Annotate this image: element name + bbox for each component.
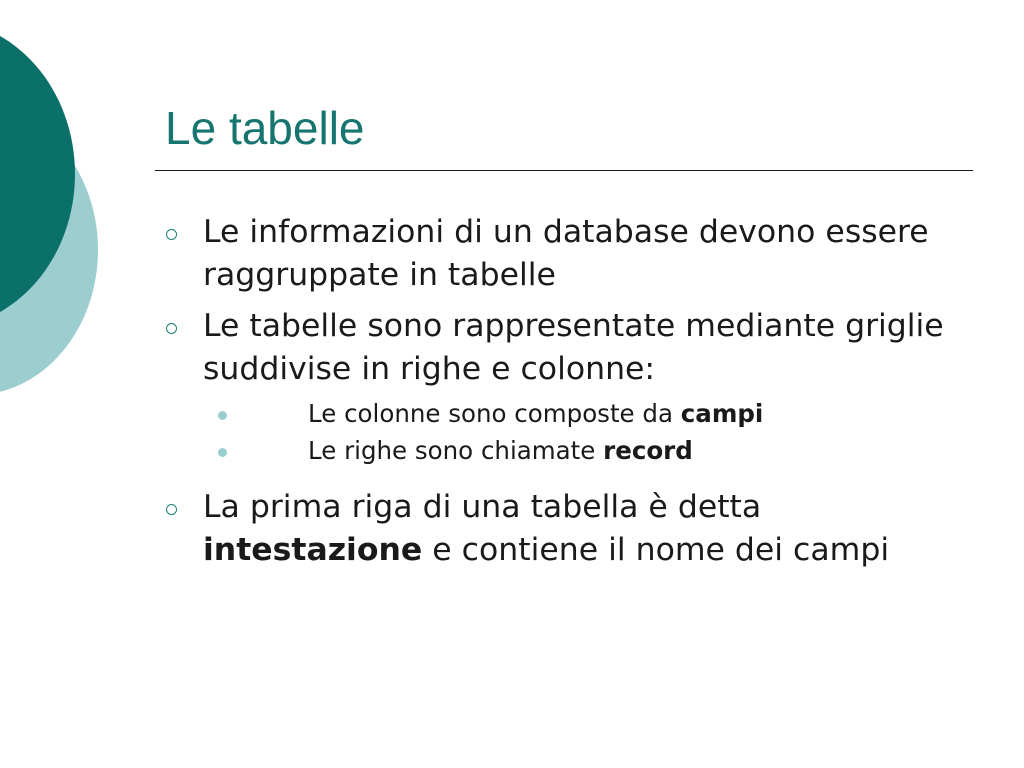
title-divider	[155, 170, 973, 171]
bullet-item	[160, 305, 950, 391]
hollow-circle-bullet-icon	[166, 229, 177, 240]
hollow-circle-bullet-icon	[166, 323, 177, 334]
sub-bullet-text: Le colonne sono composte da	[308, 399, 681, 428]
hollow-circle-bullet-icon	[166, 504, 177, 515]
sub-bullet-item	[160, 430, 950, 472]
slide-body	[160, 211, 950, 580]
sub-bullet-text: Le righe sono chiamate	[308, 436, 604, 465]
bullet-text: La prima riga di una tabella è detta	[203, 489, 762, 525]
sub-bullet-item	[160, 393, 950, 435]
dot-bullet-icon	[218, 448, 227, 457]
slide-title: Le tabelle	[165, 102, 365, 154]
bullet-text: Le informazioni di un database devono essere raggruppate in tabelle	[203, 214, 929, 293]
sub-bullet-bold-term: record	[603, 436, 693, 465]
sub-bullet-bold-term: campi	[680, 399, 764, 428]
bullet-text: e contiene il nome dei campi	[422, 532, 890, 568]
bullet-text: Le tabelle sono rappresentate mediante griglie suddivise in righe e colonne:	[203, 308, 944, 387]
bullet-bold-term: intestazione	[203, 532, 423, 568]
bullet-item	[160, 486, 950, 572]
bullet-item	[160, 211, 950, 297]
dot-bullet-icon	[218, 411, 227, 420]
